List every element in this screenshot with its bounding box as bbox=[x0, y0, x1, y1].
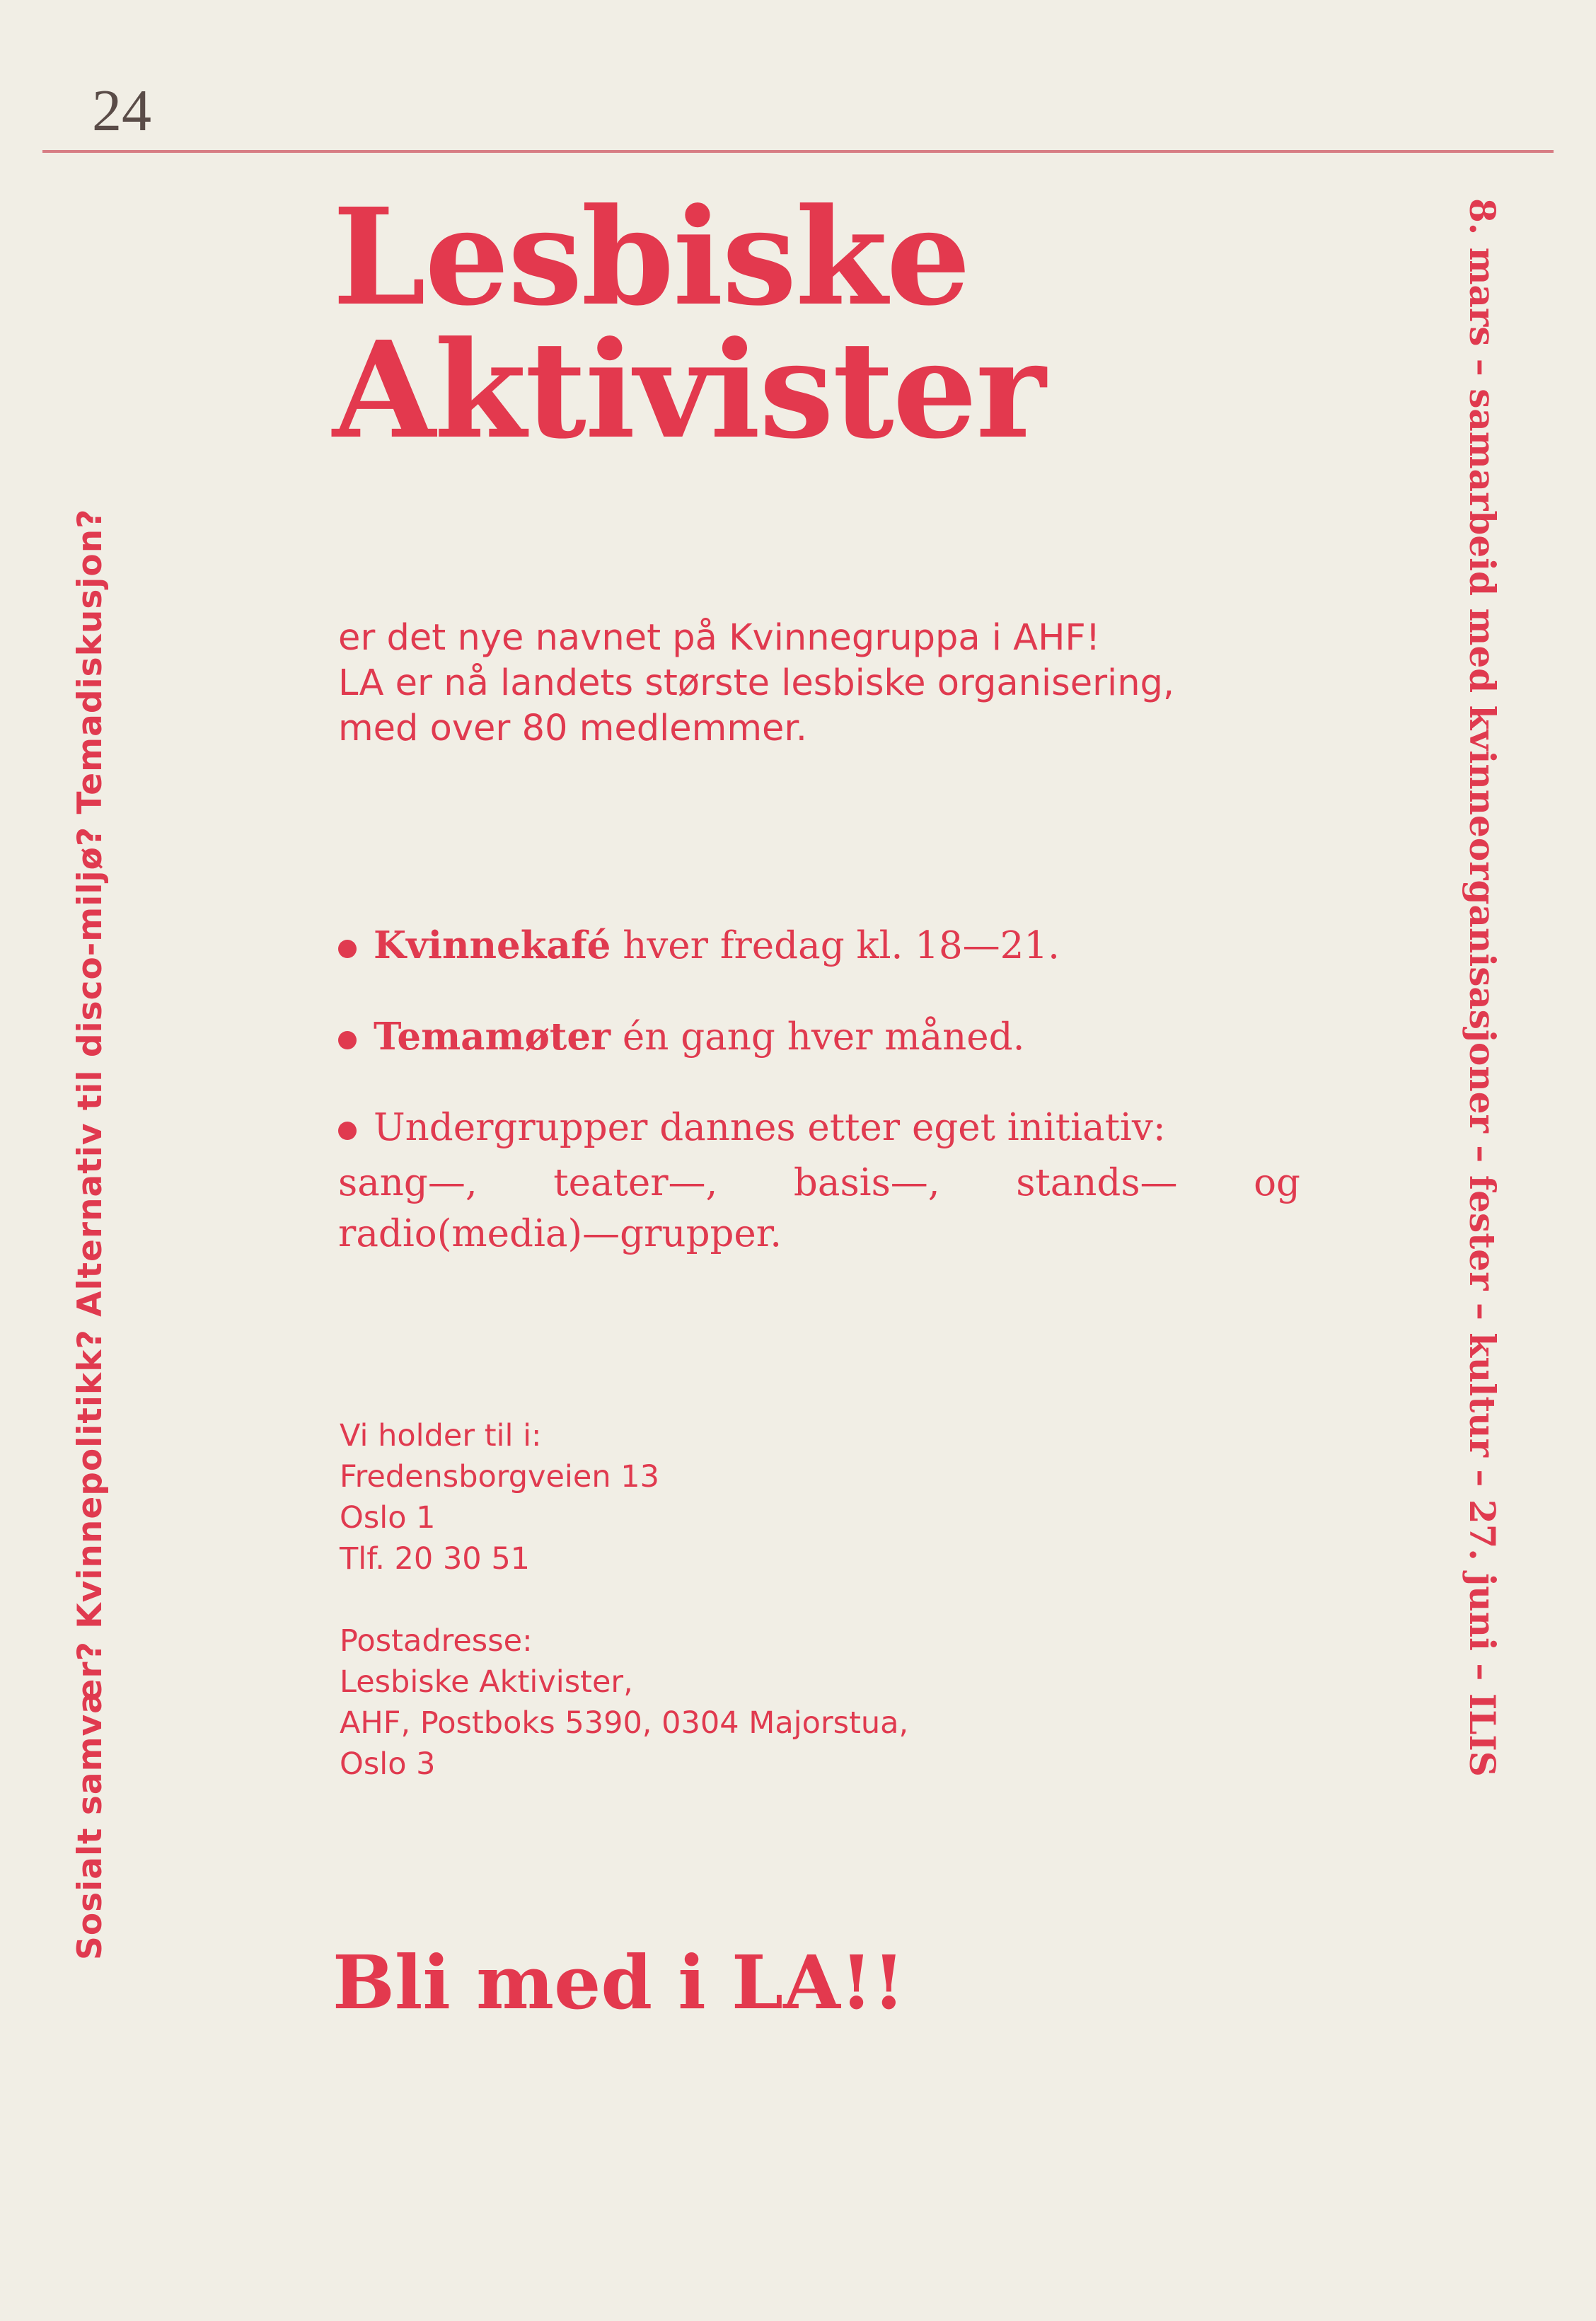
side-text-right: 8. mars – samarbeid med kvinneorganisasjoner – fester – kultur – 27. juni – ILIS bbox=[1462, 198, 1503, 1777]
subgroups-line-1 bbox=[338, 1158, 1300, 1209]
title-line-1: Lesbiske bbox=[332, 179, 970, 335]
bullet-bold: Kvinnekafé bbox=[374, 923, 611, 967]
bullet-text: hver fredag kl. 18—21. bbox=[611, 924, 1060, 967]
address-block bbox=[340, 1415, 659, 1579]
address-street: Fredensborgveien 13 bbox=[340, 1459, 659, 1494]
address-phone: Tlf. 20 30 51 bbox=[340, 1541, 531, 1577]
side-text-left: Sosialt samvær? Kvinnepolitikk? Alternativ til disco-miljø? Temadiskusjon? bbox=[71, 508, 110, 1960]
bullet-text: Undergrupper dannes etter eget initiativ: bbox=[374, 1106, 1166, 1149]
intro-text: er det nye navnet på Kvinnegruppa i AHF! LA er nå landets største lesbiske organisering, med over 80 medlemmer. bbox=[338, 617, 1175, 749]
postal-block bbox=[340, 1620, 908, 1785]
bullet-item bbox=[338, 920, 1300, 972]
bullet-item bbox=[338, 1102, 1300, 1153]
subgroup-item: stands— bbox=[1016, 1161, 1178, 1204]
page-title bbox=[332, 179, 1045, 468]
postal-box: AHF, Postboks 5390, 0304 Majorstua, bbox=[340, 1705, 909, 1741]
bullet-item bbox=[338, 1011, 1300, 1063]
title-line-2: Aktivister bbox=[332, 312, 1045, 468]
bullet-dot-icon bbox=[338, 1122, 357, 1140]
call-to-action: Bli med i LA!! bbox=[332, 1939, 906, 2026]
bullet-text: én gang hver måned. bbox=[611, 1015, 1025, 1059]
address-city: Oslo 1 bbox=[340, 1500, 436, 1536]
subgroups bbox=[338, 1158, 1300, 1260]
subgroups-line-2: radio(media)—grupper. bbox=[338, 1212, 782, 1255]
subgroup-item: basis—, bbox=[793, 1161, 940, 1204]
top-rule bbox=[42, 150, 1554, 153]
subgroup-item: og bbox=[1254, 1161, 1300, 1204]
postal-name: Lesbiske Aktivister, bbox=[340, 1664, 633, 1700]
postal-heading: Postadresse: bbox=[340, 1623, 533, 1659]
page-number: 24 bbox=[92, 78, 151, 144]
bullet-dot-icon bbox=[338, 940, 357, 958]
postal-city: Oslo 3 bbox=[340, 1746, 436, 1782]
bullet-bold: Temamøter bbox=[374, 1015, 611, 1059]
bullet-dot-icon bbox=[338, 1031, 357, 1049]
bullet-list bbox=[338, 920, 1300, 1260]
subgroup-item: sang—, bbox=[338, 1161, 478, 1204]
subgroup-item: teater—, bbox=[553, 1161, 718, 1204]
address-heading: Vi holder til i: bbox=[340, 1418, 542, 1453]
